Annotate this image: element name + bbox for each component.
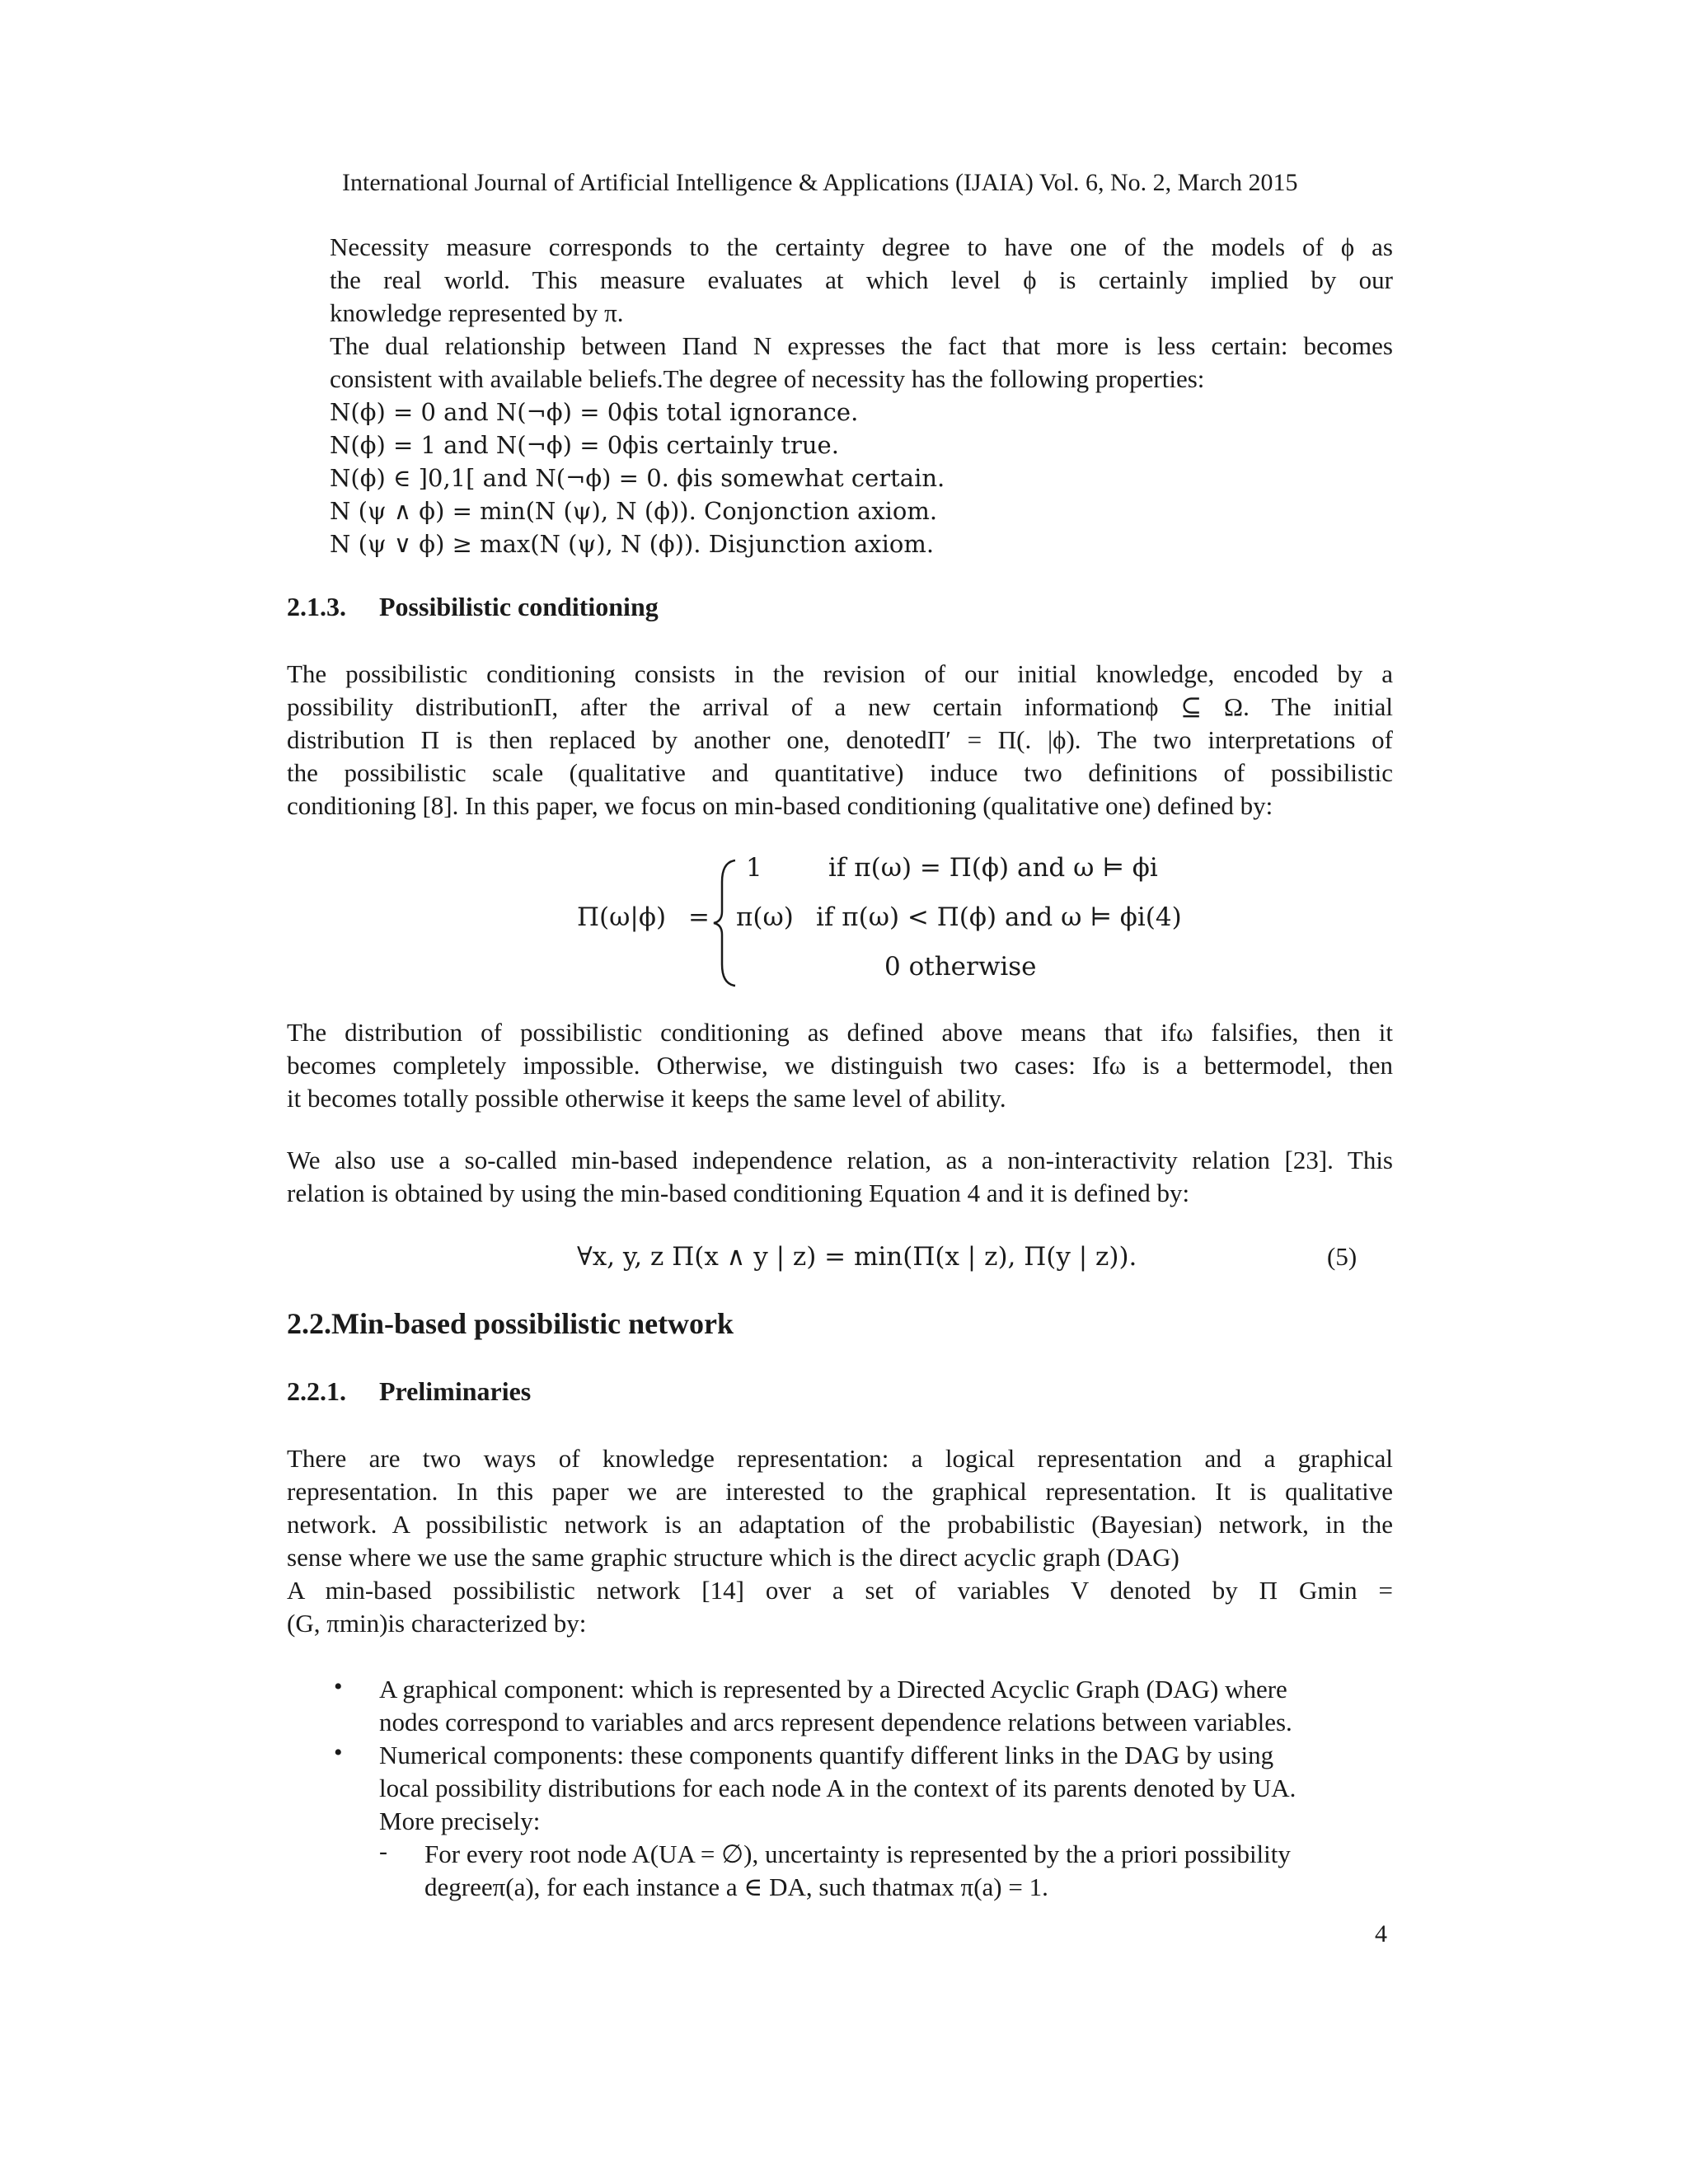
text-line: the real world. This measure evaluates at which level ϕ is certainly implied by our [330, 265, 1393, 294]
property-line: N(ϕ) = 0 and N(¬ϕ) = 0ϕis total ignorance. [330, 398, 859, 426]
section-heading-2-2-1 [287, 1376, 531, 1407]
text-line: The distribution of possibilistic conditioning as defined above means that ifω falsifies, then it [287, 1018, 1393, 1047]
section-heading-2-2: 2.2.Min-based possibilistic network [287, 1307, 734, 1340]
equation-5-number: (5) [1327, 1242, 1357, 1271]
distribution-paragraph [287, 1016, 1393, 1115]
text-line: (G, πmin)is characterized by: [287, 1609, 587, 1638]
text-line: the possibilistic scale (qualitative and quantitative) induce two definitions of possibilistic [287, 758, 1393, 787]
conditioning-paragraph [287, 658, 1393, 823]
section-number: 2.2.1. [287, 1376, 346, 1406]
text-line: We also use a so-called min-based independence relation, as a non-interactivity relation [23]. This [287, 1146, 1393, 1174]
equation-4-case1-condition: if π(ω) = Π(ϕ) and ω ⊨ ϕi [828, 853, 1158, 883]
text-line: relation is obtained by using the min-based conditioning Equation 4 and it is defined by: [287, 1179, 1190, 1207]
text-line: The dual relationship between Πand N expresses the fact that more is less certain: becomes [330, 331, 1393, 360]
equation-4-case3: 0 otherwise [884, 952, 1037, 982]
text-line: For every root node A(UA = ∅), uncertainty is represented by the a priori possibility [424, 1840, 1291, 1868]
property-line: N (ψ ∧ ϕ) = min(N (ψ), N (ϕ)). Conjonction axiom. [330, 497, 938, 525]
section-number: 2.1.3. [287, 592, 346, 621]
dash-marker: - [379, 1838, 387, 1865]
text-line: local possibility distributions for each node A in the context of its parents denoted by UA. [379, 1774, 1296, 1802]
equation-4-case2-value: π(ω) [736, 902, 794, 932]
dash-item [424, 1838, 1393, 1904]
text-line: A min-based possibilistic network [14] over a set of variables V denoted by Π Gmin = [287, 1576, 1393, 1605]
property-line: N(ϕ) ∈ ]0,1[ and N(¬ϕ) = 0. ϕis somewhat certain. [330, 464, 945, 492]
text-line: Numerical components: these components quantify different links in the DAG by using [379, 1741, 1274, 1769]
journal-header: International Journal of Artificial Intelligence & Applications (IJAIA) Vol. 6, No. 2, March 2015 [342, 169, 1298, 196]
section-title: Possibilistic conditioning [379, 592, 659, 621]
equation-5: ∀x, y, z Π(x ∧ y | z) = min(Π(x | z), Π(y | z)). [577, 1242, 1137, 1272]
text-line: nodes correspond to variables and arcs represent dependence relations between variables. [379, 1708, 1292, 1736]
bullet-item [379, 1739, 1393, 1838]
text-line: consistent with available beliefs.The degree of necessity has the following properties: [330, 364, 1205, 393]
property-line: N(ϕ) = 1 and N(¬ϕ) = 0ϕis certainly true. [330, 431, 839, 459]
text-line: it becomes totally possible otherwise it keeps the same level of ability. [287, 1084, 1006, 1113]
text-line: distribution Π is then replaced by another one, denotedΠ′ = Π(. |ϕ). The two interpretations of [287, 725, 1393, 754]
section-heading-2-1-3 [287, 592, 659, 622]
text-line: representation. In this paper we are interested to the graphical representation. It is qualitative [287, 1477, 1393, 1506]
text-line: A graphical component: which is represented by a Directed Acyclic Graph (DAG) where [379, 1675, 1287, 1704]
equation-4-case2-condition: if π(ω) < Π(ϕ) and ω ⊨ ϕi(4) [816, 902, 1182, 932]
necessity-paragraph [330, 231, 1393, 560]
text-line: network. A possibilistic network is an adaptation of the probabilistic (Bayesian) network, in the [287, 1510, 1393, 1539]
equation-4-lhs: Π(ω|ϕ) [577, 902, 667, 932]
text-line: knowledge represented by π. [330, 298, 624, 327]
text-line: More precisely: [379, 1807, 541, 1835]
section-title: Preliminaries [379, 1376, 532, 1406]
text-line: conditioning [8]. In this paper, we focus on min-based conditioning (qualitative one) defined by: [287, 791, 1273, 820]
page-number: 4 [1375, 1920, 1387, 1947]
equation-4-equals: = [688, 902, 710, 932]
text-line: There are two ways of knowledge representation: a logical representation and a graphical [287, 1444, 1393, 1473]
text-line: possibility distributionΠ, after the arrival of a new certain informationϕ ⊆ Ω. The initial [287, 692, 1393, 721]
text-line: degreeπ(a), for each instance a ∈ DA, such thatmax π(a) = 1. [424, 1872, 1048, 1901]
bullet-marker: • [334, 1739, 343, 1766]
equation-4-case1-value: 1 [746, 853, 762, 883]
text-line: sense where we use the same graphic structure which is the direct acyclic graph (DAG) [287, 1543, 1179, 1572]
property-line: N (ψ ∨ ϕ) ≥ max(N (ψ), N (ϕ)). Disjunction axiom. [330, 530, 935, 558]
text-line: The possibilistic conditioning consists in the revision of our initial knowledge, encoded by a [287, 659, 1393, 688]
independence-paragraph [287, 1144, 1393, 1210]
bullet-marker: • [334, 1673, 343, 1700]
text-line: becomes completely impossible. Otherwise, we distinguish two cases: Ifω is a bettermodel, then [287, 1051, 1393, 1080]
bullet-item [379, 1673, 1393, 1739]
text-line: Necessity measure corresponds to the certainty degree to have one of the models of ϕ as [330, 232, 1393, 261]
preliminaries-paragraph [287, 1442, 1393, 1640]
